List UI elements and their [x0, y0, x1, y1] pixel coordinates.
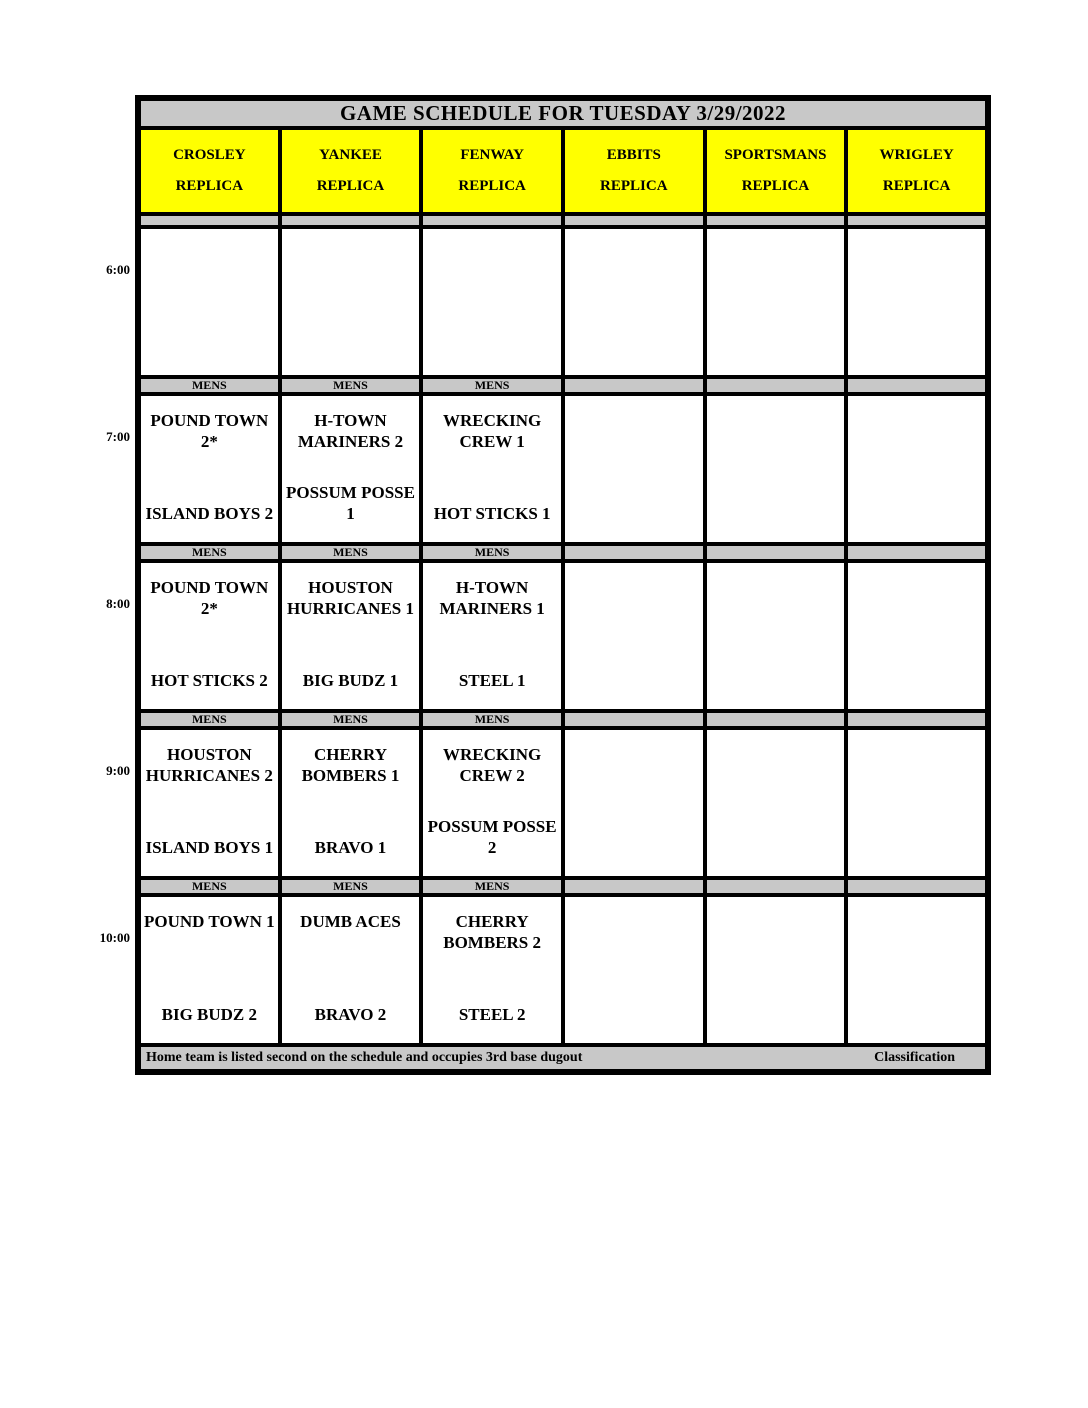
game-cell — [280, 728, 422, 878]
game-cell — [138, 728, 280, 878]
division-band: MENS — [280, 377, 422, 394]
game-cell — [280, 895, 422, 1045]
division-band — [705, 711, 847, 728]
home-team: BRAVO 2 — [314, 1004, 387, 1024]
division-band — [563, 878, 705, 895]
visitor-team: POUND TOWN 1 — [144, 912, 275, 931]
visitor-team: HOUSTON HURRICANES 2 — [145, 745, 273, 786]
home-team: ISLAND BOYS 2 — [145, 503, 274, 523]
time-label-600: 6:00 — [106, 262, 130, 277]
game-cell — [846, 227, 988, 377]
game-cell — [421, 227, 563, 377]
game-row-900 — [138, 728, 988, 878]
division-band — [705, 544, 847, 561]
visitor-team: POUND TOWN 2* — [150, 411, 269, 452]
game-cell — [138, 227, 280, 377]
game-cell — [705, 561, 847, 711]
home-team: HOT STICKS 2 — [150, 670, 268, 690]
division-band — [846, 878, 988, 895]
game-cell — [421, 394, 563, 544]
division-band: MENS — [280, 711, 422, 728]
home-team: HOT STICKS 1 — [433, 503, 551, 523]
game-cell — [421, 728, 563, 878]
venue-header-yankee — [280, 128, 422, 214]
venue-name: CROSLEY — [173, 147, 246, 164]
visitor-team: DUMB ACES — [300, 912, 401, 931]
home-team: BIG BUDZ 1 — [302, 670, 399, 690]
venue-name: WRIGLEY — [879, 147, 954, 164]
venue-sub: REPLICA — [600, 177, 668, 194]
division-band: MENS — [138, 377, 280, 394]
division-band — [563, 214, 705, 227]
home-team: ISLAND BOYS 1 — [145, 837, 274, 857]
visitor-team: POUND TOWN 2* — [150, 578, 269, 619]
visitor-team: H-TOWN MARINERS 1 — [439, 578, 545, 619]
home-team: STEEL 1 — [458, 670, 526, 690]
footer-note: Home team is listed second on the schedule and occupies 3rd base dugout — [146, 1050, 583, 1065]
game-row-700 — [138, 394, 988, 544]
venue-sub: REPLICA — [882, 177, 951, 194]
game-cell — [421, 561, 563, 711]
schedule-table — [135, 95, 991, 1075]
division-band — [138, 214, 280, 227]
game-cell — [846, 561, 988, 711]
division-band: MENS — [421, 878, 563, 895]
venue-header-fenway — [421, 128, 563, 214]
venue-name: EBBITS — [606, 147, 661, 164]
game-cell — [705, 728, 847, 878]
game-cell — [280, 394, 422, 544]
visitor-team: WRECKING CREW 1 — [443, 411, 542, 452]
time-label-700: 7:00 — [106, 429, 130, 444]
division-band: MENS — [138, 878, 280, 895]
venue-header-row — [138, 128, 988, 214]
home-team: BIG BUDZ 2 — [161, 1004, 258, 1024]
footer-row — [138, 1045, 988, 1072]
division-band — [846, 214, 988, 227]
home-team: BRAVO 1 — [314, 837, 387, 857]
game-cell — [138, 561, 280, 711]
venue-header-sportsmans — [705, 128, 847, 214]
division-band — [846, 544, 988, 561]
visitor-team: WRECKING CREW 2 — [443, 745, 542, 786]
division-band: MENS — [280, 878, 422, 895]
game-cell — [705, 394, 847, 544]
division-band — [563, 544, 705, 561]
visitor-team: H-TOWN MARINERS 2 — [297, 411, 404, 452]
division-band-row-800 — [138, 544, 988, 561]
division-band-row-700 — [138, 377, 988, 394]
game-cell — [846, 895, 988, 1045]
game-row-1000 — [138, 895, 988, 1045]
venue-header-crosley — [138, 128, 280, 214]
footer-bar — [138, 1045, 988, 1072]
game-cell — [280, 561, 422, 711]
venue-sub: REPLICA — [316, 177, 385, 194]
division-band — [705, 214, 847, 227]
venue-sub: REPLICA — [741, 177, 810, 194]
division-band — [421, 214, 563, 227]
division-band: MENS — [280, 544, 422, 561]
division-band: MENS — [421, 711, 563, 728]
game-row-600 — [138, 227, 988, 377]
division-band — [846, 377, 988, 394]
game-cell — [705, 895, 847, 1045]
game-cell — [563, 728, 705, 878]
visitor-team: CHERRY BOMBERS 2 — [443, 912, 542, 953]
division-band — [705, 377, 847, 394]
game-cell — [138, 394, 280, 544]
game-cell — [138, 895, 280, 1045]
time-label-1000: 10:00 — [99, 930, 130, 945]
home-team: POSSUM POSSE 1 — [286, 482, 415, 523]
time-label-900: 9:00 — [106, 763, 130, 778]
schedule-title: GAME SCHEDULE FOR TUESDAY 3/29/2022 — [138, 98, 988, 128]
division-band: MENS — [138, 544, 280, 561]
division-band — [563, 711, 705, 728]
division-band: MENS — [421, 544, 563, 561]
division-band — [280, 214, 422, 227]
home-team: STEEL 2 — [458, 1004, 526, 1024]
game-cell — [705, 227, 847, 377]
division-band: MENS — [138, 711, 280, 728]
game-cell — [846, 394, 988, 544]
game-cell — [563, 895, 705, 1045]
venue-name: FENWAY — [460, 147, 524, 164]
game-cell — [280, 227, 422, 377]
venue-header-ebbits — [563, 128, 705, 214]
footer-classification: Classification — [874, 1050, 955, 1065]
title-row — [138, 98, 988, 128]
division-band-row-600 — [138, 214, 988, 227]
game-cell — [563, 561, 705, 711]
visitor-team: HOUSTON HURRICANES 1 — [286, 578, 414, 619]
game-cell — [563, 227, 705, 377]
time-label-800: 8:00 — [106, 596, 130, 611]
division-band — [846, 711, 988, 728]
venue-sub: REPLICA — [175, 177, 244, 194]
division-band-row-1000 — [138, 878, 988, 895]
game-row-800 — [138, 561, 988, 711]
venue-name: YANKEE — [319, 147, 382, 164]
division-band — [705, 878, 847, 895]
game-cell — [563, 394, 705, 544]
game-cell — [421, 895, 563, 1045]
division-band: MENS — [421, 377, 563, 394]
venue-name: SPORTSMANS — [724, 147, 827, 164]
division-band — [563, 377, 705, 394]
division-band-row-900 — [138, 711, 988, 728]
home-team: POSSUM POSSE 2 — [427, 816, 557, 857]
game-cell — [846, 728, 988, 878]
visitor-team: CHERRY BOMBERS 1 — [301, 745, 400, 786]
venue-sub: REPLICA — [458, 177, 526, 194]
venue-header-wrigley — [846, 128, 988, 214]
